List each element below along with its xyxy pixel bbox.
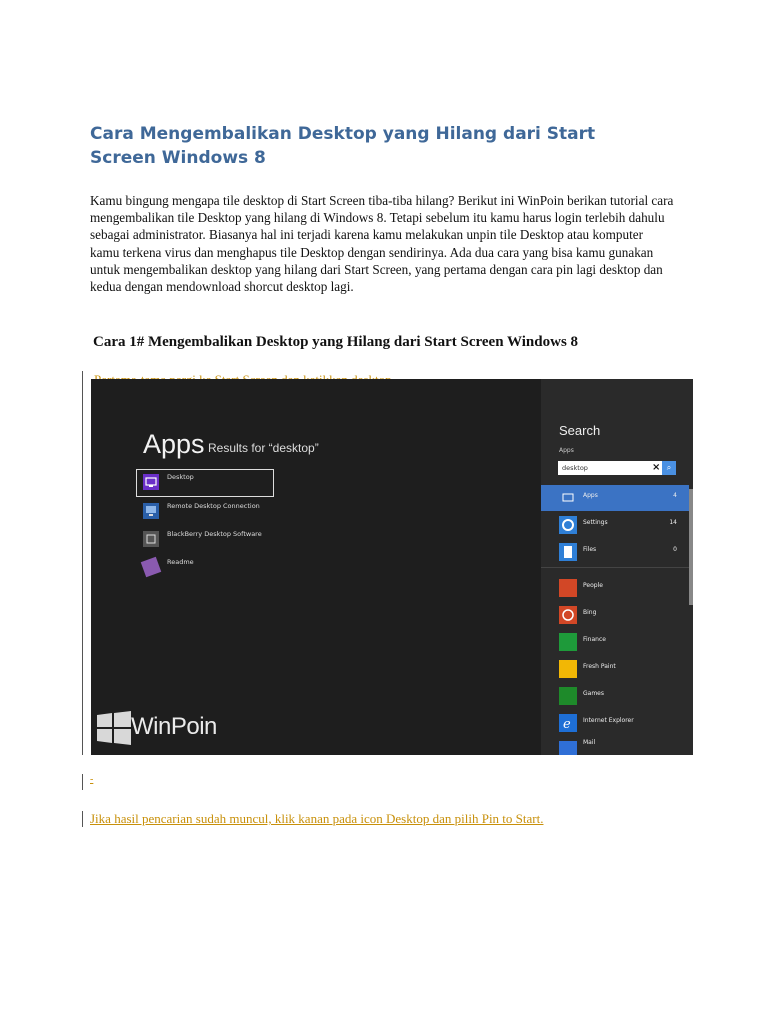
search-app-bing[interactable] [541, 602, 689, 628]
category-label: Bing [583, 609, 597, 616]
search-app-fresh-paint[interactable] [541, 656, 689, 682]
search-app-people[interactable] [541, 575, 689, 601]
search-category-settings[interactable] [541, 512, 689, 538]
category-label: Settings [583, 519, 608, 526]
result-readme[interactable] [137, 555, 275, 583]
section-heading: Cara 1# Mengembalikan Desktop yang Hilang dari Start Screen Windows 8 [93, 334, 579, 350]
step-2-link[interactable]: Jika hasil pencarian sudah muncul, klik kanan pada icon Desktop dan pilih Pin to Start. [90, 811, 544, 826]
category-divider [541, 567, 689, 568]
people-icon [559, 579, 577, 597]
result-label: Desktop [167, 473, 194, 481]
step-marker [82, 774, 83, 790]
result-desktop[interactable] [137, 470, 273, 496]
search-category-files[interactable] [541, 539, 689, 565]
search-title: Search [559, 423, 601, 438]
search-app-mail[interactable] [541, 737, 689, 755]
search-query: desktop [562, 464, 588, 472]
category-label: Internet Explorer [583, 717, 634, 724]
category-label: Games [583, 690, 604, 697]
result-label: Remote Desktop Connection [167, 502, 260, 510]
category-count: 14 [669, 519, 677, 526]
category-label: Finance [583, 636, 606, 643]
search-input[interactable] [558, 461, 676, 475]
games-icon [559, 687, 577, 705]
result-blackberry[interactable] [137, 527, 275, 555]
result-label: Readme [167, 558, 194, 566]
article-title: Cara Mengembalikan Desktop yang Hilang dari Start Screen Windows 8 [90, 124, 596, 168]
image-marker [82, 379, 83, 755]
readme-icon [141, 557, 162, 578]
panel-scrollbar[interactable] [689, 489, 693, 605]
result-label: BlackBerry Desktop Software [167, 530, 262, 538]
fresh-paint-icon [559, 660, 577, 678]
step-marker [82, 811, 83, 827]
internet-explorer-icon [559, 714, 577, 732]
clear-icon[interactable]: × [652, 462, 661, 473]
blackberry-icon [143, 531, 159, 547]
category-label: Apps [583, 492, 598, 499]
search-app-finance[interactable] [541, 629, 689, 655]
search-category-apps[interactable] [541, 485, 689, 511]
search-app-internet-explorer[interactable] [541, 710, 689, 736]
result-remote-desktop[interactable] [137, 499, 275, 527]
search-charm-panel [541, 379, 693, 755]
winpoin-logo-text: WinPoin [131, 713, 217, 740]
bing-icon [559, 606, 577, 624]
search-icon[interactable]: ⌕ [662, 461, 676, 475]
windows8-search-screenshot [91, 379, 693, 755]
apps-icon [559, 489, 577, 507]
winpoin-logo-icon [97, 711, 131, 749]
article-intro: Kamu bingung mengapa tile desktop di Start Screen tiba-tiba hilang? Berikut ini WinPoin berikan tutorial cara mengembalikan tile Desktop yang hilang di Windows 8. Tetapi sebelum itu kamu harus login terlebih dahulu sebagai administrator. Biasanya hal ini terjadi karena kamu melakukan unpin tile Desktop atau komputer kamu terkena virus dan menghapus tile Desktop dengan sendirinya. Ada dua cara yang bisa kamu gunakan untuk mengembalikan desktop yang hilang dari Start Screen, yang pertama dengan cara pin lagi desktop dan kedua dengan mendownload shorcut desktop lagi. [90, 193, 674, 295]
mail-icon [559, 741, 577, 755]
results-for-label: Results for “desktop” [208, 441, 319, 455]
apps-heading: Apps [143, 429, 205, 459]
category-label: Mail [583, 739, 596, 746]
settings-icon [559, 516, 577, 534]
category-label: People [583, 582, 603, 589]
desktop-icon [143, 474, 159, 490]
files-icon [559, 543, 577, 561]
category-count: 4 [673, 492, 677, 499]
category-label: Files [583, 546, 597, 553]
search-app-games[interactable] [541, 683, 689, 709]
search-scope: Apps [559, 447, 574, 454]
finance-icon [559, 633, 577, 651]
category-label: Fresh Paint [583, 663, 616, 670]
remote-desktop-icon [143, 503, 159, 519]
svg-text:e: e [563, 717, 571, 732]
empty-step-link[interactable]: - [90, 774, 94, 785]
category-count: 0 [673, 546, 677, 553]
